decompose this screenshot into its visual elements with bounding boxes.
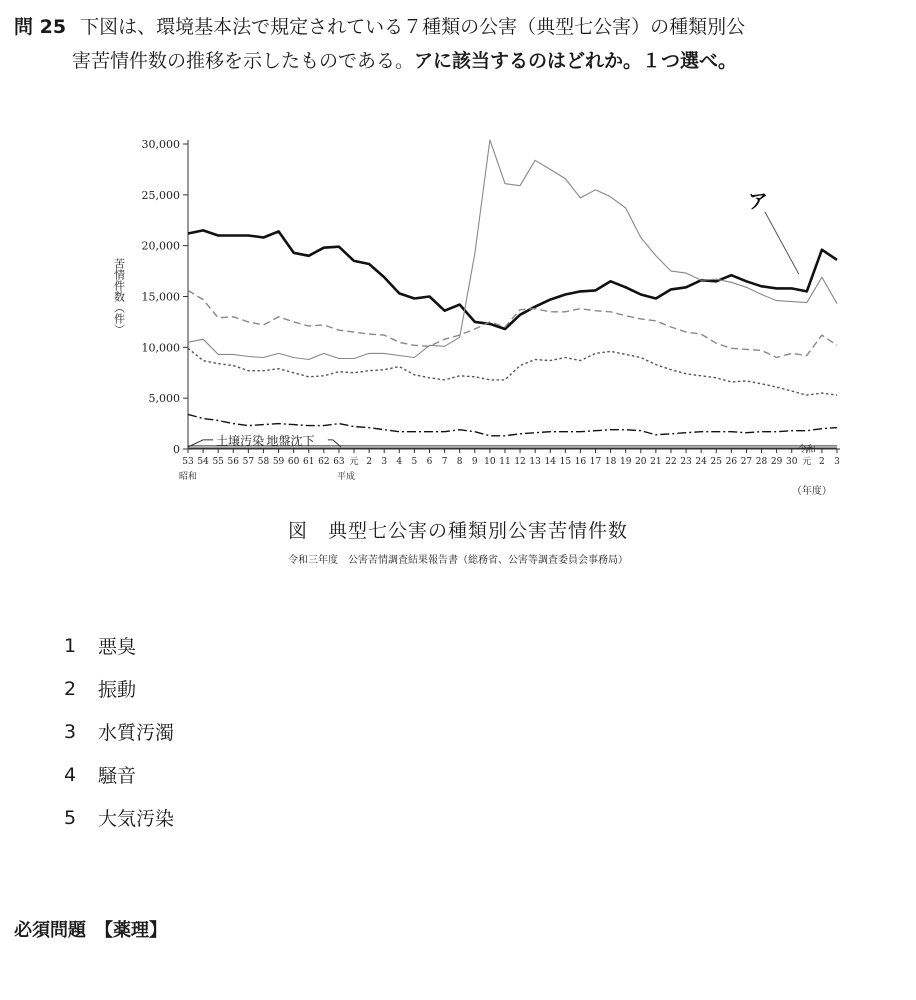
x-tick-label: 54: [197, 457, 209, 467]
x-tick-label: 7: [441, 457, 448, 467]
choice-5[interactable]: [64, 796, 174, 839]
x-tick-label: 2: [819, 457, 825, 467]
label-land-subsidence: 地盤沈下: [266, 433, 315, 448]
question-number: 問 25: [14, 16, 67, 38]
series-line-B: [188, 140, 837, 360]
x-tick-label: 18: [604, 457, 617, 467]
x-tick-label: 元: [349, 457, 359, 467]
series-line-C: [188, 290, 837, 357]
choice-3[interactable]: [64, 710, 174, 753]
series-line-A: [188, 230, 837, 329]
complaints-line-chart: [100, 120, 860, 512]
annotation-leader-a: [765, 212, 799, 274]
x-tick-label: 8: [456, 457, 463, 467]
era-label-showa: 昭和: [178, 472, 198, 482]
choice-1[interactable]: [64, 624, 174, 667]
figure-title: 図 典型七公害の種類別公害苦情件数: [287, 520, 628, 542]
x-tick-label: 53: [182, 457, 194, 467]
x-tick-label: 3: [381, 457, 388, 467]
x-tick-label: 24: [695, 457, 707, 467]
x-tick-label: 61: [303, 457, 315, 467]
era-label-reiwa: 令和: [797, 445, 816, 455]
choice-2[interactable]: [64, 667, 174, 710]
x-tick-label: 19: [619, 457, 632, 467]
x-tick-label: 26: [725, 457, 738, 467]
x-tick-label: 59: [272, 457, 285, 467]
x-tick-label: 12: [514, 457, 526, 467]
x-tick-label: 62: [318, 457, 330, 467]
answer-choices: [64, 624, 174, 839]
x-tick-label: 22: [665, 457, 677, 467]
choice-text: 振動: [98, 679, 137, 701]
series-line-E: [188, 414, 837, 435]
x-tick-label: 30: [785, 457, 798, 467]
x-tick-label: 21: [650, 457, 662, 467]
x-tick-label: 25: [710, 457, 722, 467]
x-tick-label: 15: [559, 457, 572, 467]
x-tick-label: 63: [333, 457, 345, 467]
x-tick-label: 5: [411, 457, 418, 467]
y-tick-label: 20,000: [141, 239, 180, 253]
y-tick-label: 0: [173, 443, 180, 456]
choice-number: 2: [64, 677, 77, 700]
x-tick-label: 6: [426, 457, 433, 467]
question-line1: 下図は、環境基本法で規定されている７種類の公害（典型七公害）の種類別公: [80, 16, 746, 38]
x-tick-label: 13: [529, 457, 541, 467]
x-tick-label: 9: [471, 457, 478, 467]
choice-number: 4: [64, 763, 77, 786]
x-tick-label: 58: [257, 457, 270, 467]
choice-text: 悪臭: [98, 636, 137, 658]
question-instruction: １つ選べ。: [642, 50, 738, 72]
x-unit-label: （年度）: [791, 486, 832, 497]
figure-source: 令和三年度 公害苦情調査結果報告書（総務省、公害等調査委員会事務局）: [288, 555, 628, 566]
y-tick-label: 15,000: [141, 290, 180, 304]
x-tick-label: 60: [287, 457, 300, 467]
y-tick-label: 30,000: [141, 138, 180, 151]
choice-number: 5: [64, 806, 77, 829]
question-text: [14, 10, 904, 78]
x-tick-label: 17: [589, 457, 602, 467]
annotation-a: ア: [748, 189, 768, 213]
choice-text: 騒音: [98, 765, 137, 787]
x-tick-label: 55: [212, 457, 224, 467]
x-tick-label: 3: [834, 457, 840, 467]
x-tick-label: 28: [755, 457, 768, 467]
x-tick-label: 56: [227, 457, 240, 467]
x-tick-label: 16: [574, 457, 587, 467]
question-line2: 害苦情件数の推移を示したものである。アに該当するのはどれか。１つ選べ。: [72, 50, 738, 72]
x-tick-label: 11: [499, 457, 511, 467]
x-tick-label: 10: [484, 457, 496, 467]
x-tick-label: 4: [396, 457, 403, 467]
y-tick-label: 10,000: [141, 341, 180, 355]
choice-4[interactable]: [64, 753, 174, 796]
x-tick-label: 元: [802, 457, 812, 467]
y-tick-label: 25,000: [141, 188, 180, 202]
era-label-heisei: 平成: [337, 472, 356, 482]
question-prompt: アに該当するのはどれか。: [414, 50, 643, 72]
choice-text: 水質汚濁: [98, 722, 175, 744]
choice-number: 1: [64, 634, 77, 657]
x-tick-label: 14: [544, 457, 556, 467]
x-tick-label: 57: [242, 457, 255, 467]
x-tick-label: 20: [635, 457, 647, 467]
y-tick-label: 5,000: [148, 392, 180, 406]
choice-text: 大気汚染: [98, 808, 175, 830]
x-tick-label: 27: [740, 457, 753, 467]
x-tick-label: 23: [680, 457, 692, 467]
choice-number: 3: [64, 720, 77, 743]
label-soil-contamination: 土壌汚染: [216, 433, 265, 448]
y-axis-label: 苦情件数（件）: [112, 258, 126, 335]
x-tick-label: 2: [366, 457, 372, 467]
x-tick-label: 29: [770, 457, 783, 467]
section-heading: 必須問題 【薬理】: [14, 920, 167, 941]
